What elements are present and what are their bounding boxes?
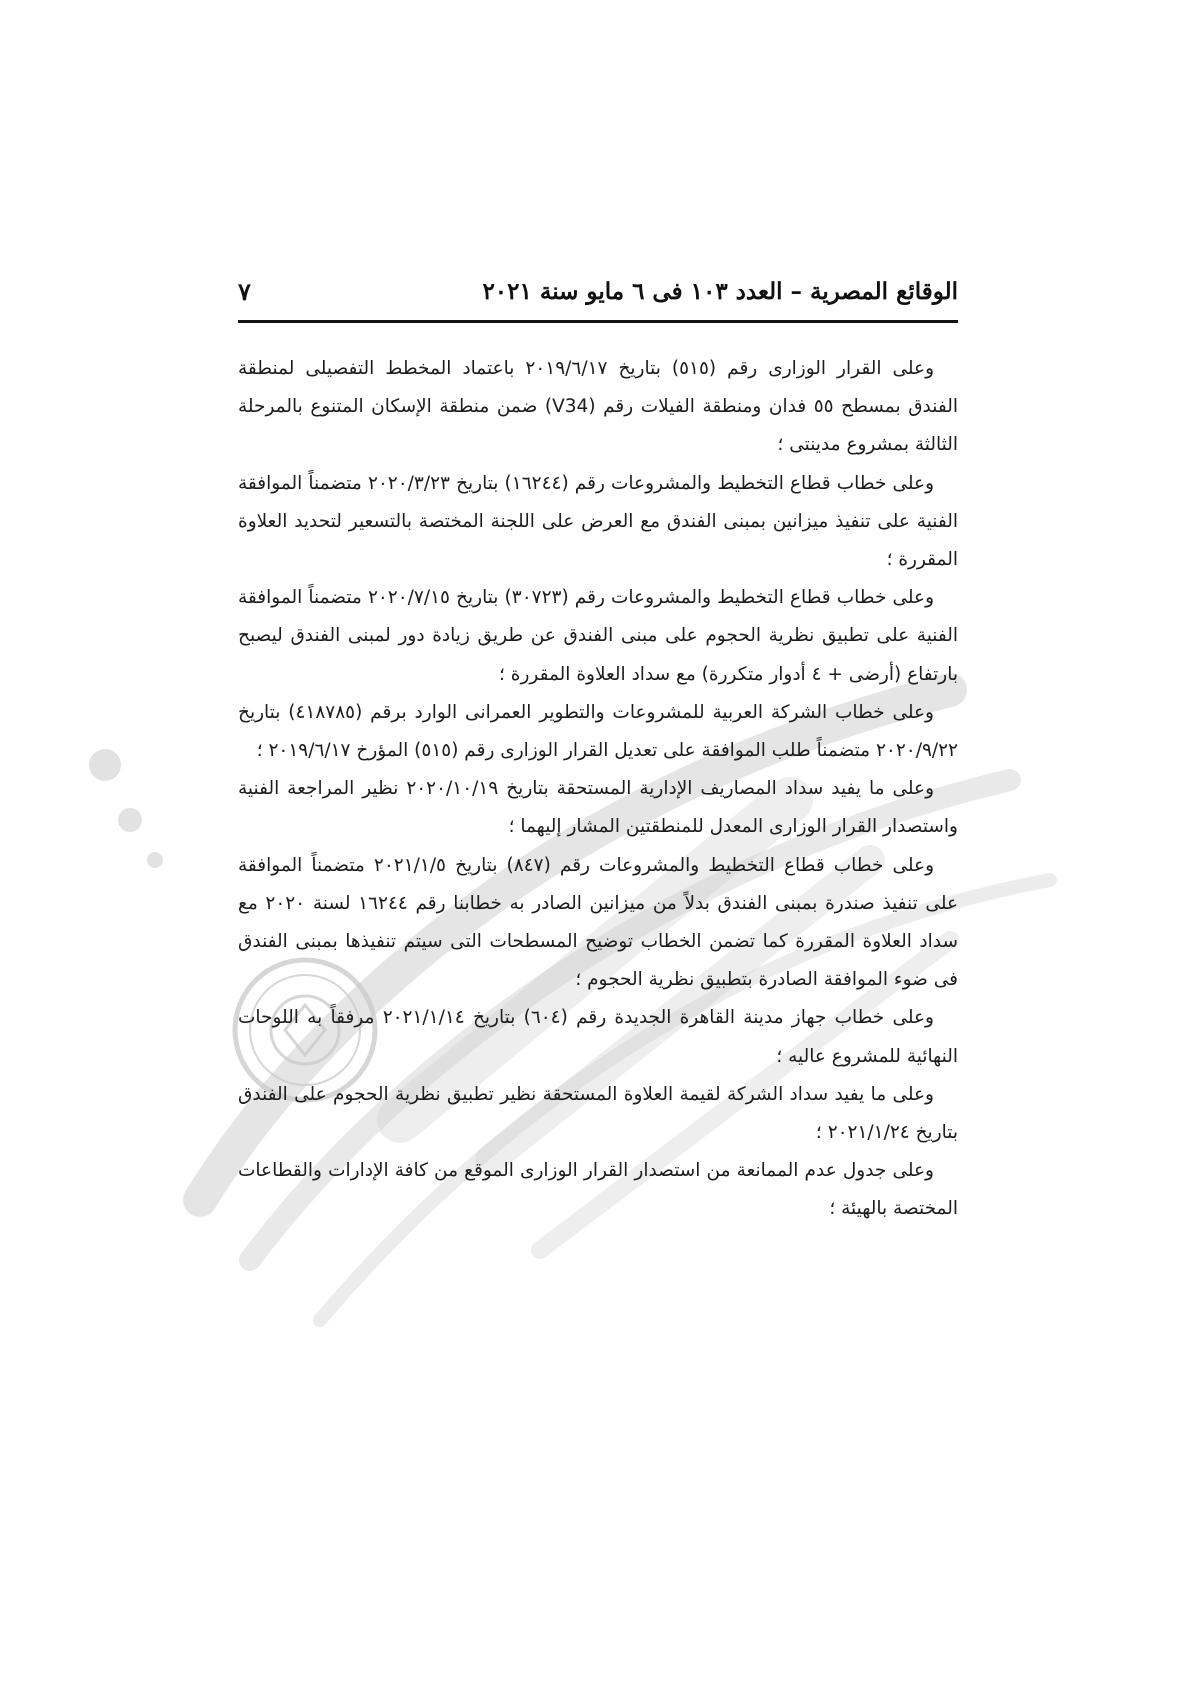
paragraph: وعلى جدول عدم الممانعة من استصدار القرار الوزارى الموقع من كافة الإدارات والقطاعات المختصة بالهيئة ؛ <box>238 1160 958 1220</box>
gazette-title: الوقائع المصرية – العدد ١٠٣ فى ٦ مايو سنة ٢٠٢١ <box>482 277 958 305</box>
paragraph: وعلى ما يفيد سداد المصاريف الإدارية المستحقة بتاريخ ٢٠٢٠/١٠/١٩ نظير المراجعة الفنية واستصدار القرار الوزارى المعدل للمنطقتين المشار إليهما ؛ <box>238 778 958 838</box>
paragraph: وعلى خطاب قطاع التخطيط والمشروعات رقم (٨٤٧) بتاريخ ٢٠٢١/١/٥ متضمناً الموافقة على تنفيذ صندرة بمبنى الفندق بدلاً من ميزانين الصادر به خطابنا رقم ١٦٢٤٤ لسنة ٢٠٢٠ مع سداد العلاوة المقررة كما تضمن الخطاب توضيح المسطحات التى سيتم تنفيذها بمبنى الفندق فى ضوء الموافقة الصادرة بتطبيق نظرية الحجوم ؛ <box>238 854 958 991</box>
page-number: ٧ <box>238 276 251 306</box>
header-rule <box>238 320 958 323</box>
paragraph: وعلى خطاب قطاع التخطيط والمشروعات رقم (١٦٢٤٤) بتاريخ ٢٠٢٠/٣/٢٣ متضمناً الموافقة الفنية على تنفيذ ميزانين بمبنى الفندق مع العرض على اللجنة المختصة بالتسعير لتحديد العلاوة المقررة ؛ <box>238 472 958 571</box>
paragraph: وعلى ما يفيد سداد الشركة لقيمة العلاوة المستحقة نظير تطبيق نظرية الحجوم على الفندق بتاريخ ٢٠٢١/١/٢٤ ؛ <box>238 1083 958 1144</box>
paragraph: وعلى القرار الوزارى رقم (٥١٥) بتاريخ ٢٠١٩/٦/١٧ باعتماد المخطط التفصيلى لمنطقة الفندق بمسطح ٥٥ فدان ومنطقة الفيلات رقم (V34) ضمن منطقة الإسكان المتنوع بالمرحلة الثالثة بمشروع مدينتى ؛ <box>238 358 958 456</box>
paragraph: وعلى خطاب جهاز مدينة القاهرة الجديدة رقم (٦٠٤) بتاريخ ٢٠٢١/١/١٤ مرفقاً به اللوحات النهائية للمشروع عاليه ؛ <box>238 1007 958 1067</box>
paragraph: وعلى خطاب قطاع التخطيط والمشروعات رقم (٣٠٧٢٣) بتاريخ ٢٠٢٠/٧/١٥ متضمناً الموافقة الفنية على تطبيق نظرية الحجوم على مبنى الفندق عن طريق زيادة دور لمبنى الفندق ليصبح بارتفاع (أرضى + ٤ أدوار متكررة) مع سداد العلاوة المقررة ؛ <box>238 587 958 685</box>
paragraph: وعلى خطاب الشركة العربية للمشروعات والتطوير العمرانى الوارد برقم (٤١٨٧٨٥) بتاريخ ٢٠٢٠/٩/٢٢ متضمناً طلب الموافقة على تعديل القرار الوزارى رقم (٥١٥) المؤرخ ٢٠١٩/٦/١٧ ؛ <box>238 701 958 762</box>
page-header <box>238 268 958 314</box>
decree-body <box>238 350 958 1229</box>
